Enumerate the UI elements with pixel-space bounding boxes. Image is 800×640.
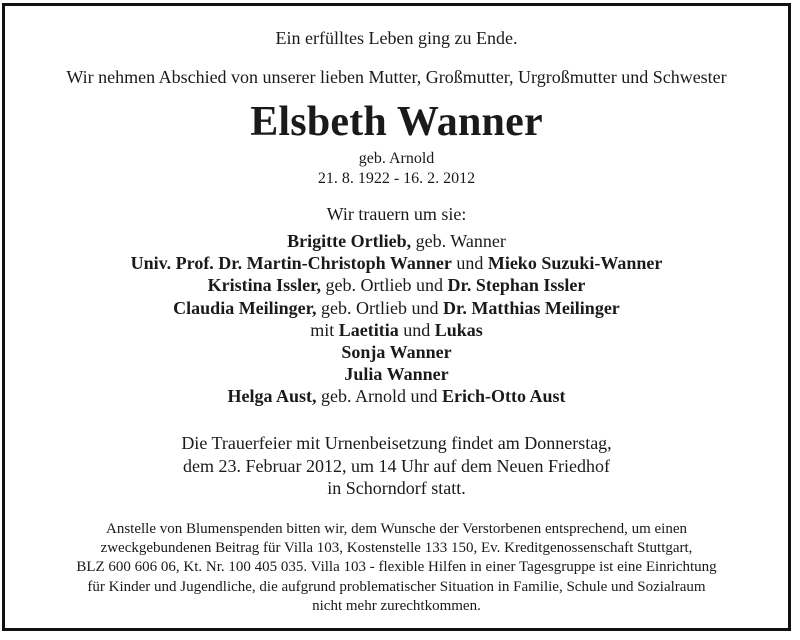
mourner-name: Claudia Meilinger, xyxy=(173,297,317,318)
farewell-line: Wir nehmen Abschied von unserer lieben Mutter, Großmutter, Urgroßmutter und Schwester xyxy=(66,67,727,87)
donation-line: zweckgebundenen Beitrag für Villa 103, Kostenstelle 133 150, Ev. Kreditgenossenschaft Stuttgart, xyxy=(100,540,693,557)
obituary-notice xyxy=(2,3,791,631)
ceremony-announcement xyxy=(5,432,788,500)
mourner-connector: geb. Wanner xyxy=(411,231,506,251)
mourner-name: Laetitia xyxy=(338,319,399,340)
mourner-connector: mit xyxy=(310,319,339,340)
donation-line: Anstelle von Blumenspenden bitten wir, dem Wunsche der Verstorbenen entsprechend, um einen xyxy=(105,521,687,537)
maiden-name: geb. Arnold xyxy=(358,150,435,167)
donation-request xyxy=(5,520,788,616)
mourners-intro: Wir trauern um sie: xyxy=(326,204,467,224)
mourner-name: Lukas xyxy=(434,319,483,340)
mourner-name: Julia Wanner xyxy=(344,364,449,385)
mourner-name: Sonja Wanner xyxy=(341,342,452,363)
mourner-connector: und xyxy=(398,319,435,340)
mourner-row xyxy=(5,252,788,274)
mourner-connector: geb. Arnold und xyxy=(316,386,442,407)
mourner-name: Univ. Prof. Dr. Martin-Christoph Wanner xyxy=(130,253,452,274)
mourner-name: Mieko Suzuki-Wanner xyxy=(487,253,663,274)
mourner-row xyxy=(5,274,788,296)
mourners-list xyxy=(5,230,788,408)
mourner-row xyxy=(5,319,788,341)
mourner-name: Erich-Otto Aust xyxy=(442,386,566,407)
donation-line: nicht mehr zurechtkommen. xyxy=(312,597,481,614)
life-dates: 21. 8. 1922 - 16. 2. 2012 xyxy=(317,170,476,187)
mourner-name: Dr. Matthias Meilinger xyxy=(443,297,620,318)
ceremony-line: in Schorndorf statt. xyxy=(327,478,466,498)
mourner-name: Dr. Stephan Issler xyxy=(447,275,586,296)
ceremony-line: dem 23. Februar 2012, um 14 Uhr auf dem Neuen Friedhof xyxy=(183,455,610,476)
mourner-name: Kristina Issler, xyxy=(207,275,321,296)
mourner-connector: geb. Ortlieb und xyxy=(316,297,443,318)
mourner-row xyxy=(5,385,788,407)
mourner-name: Brigitte Ortlieb, xyxy=(287,231,412,251)
mourner-row xyxy=(5,297,788,319)
intro-line: Ein erfülltes Leben ging zu Ende. xyxy=(275,28,518,48)
donation-line: BLZ 600 606 06, Kt. Nr. 100 405 035. Villa 103 - flexible Hilfen in einer Tagesgruppe ist eine Einrichtung xyxy=(76,559,717,576)
mourner-row xyxy=(5,230,788,252)
mourner-name: Helga Aust, xyxy=(227,386,317,407)
mourner-row xyxy=(5,363,788,385)
ceremony-line: Die Trauerfeier mit Urnenbeisetzung findet am Donnerstag, xyxy=(181,433,612,453)
mourner-row xyxy=(5,341,788,363)
donation-line: für Kinder und Jugendliche, die aufgrund problematischer Situation in Familie, Schule und Sozialraum xyxy=(87,578,706,595)
deceased-name: Elsbeth Wanner xyxy=(250,99,543,145)
mourner-connector: geb. Ortlieb und xyxy=(321,275,448,296)
mourner-connector: und xyxy=(451,253,488,274)
